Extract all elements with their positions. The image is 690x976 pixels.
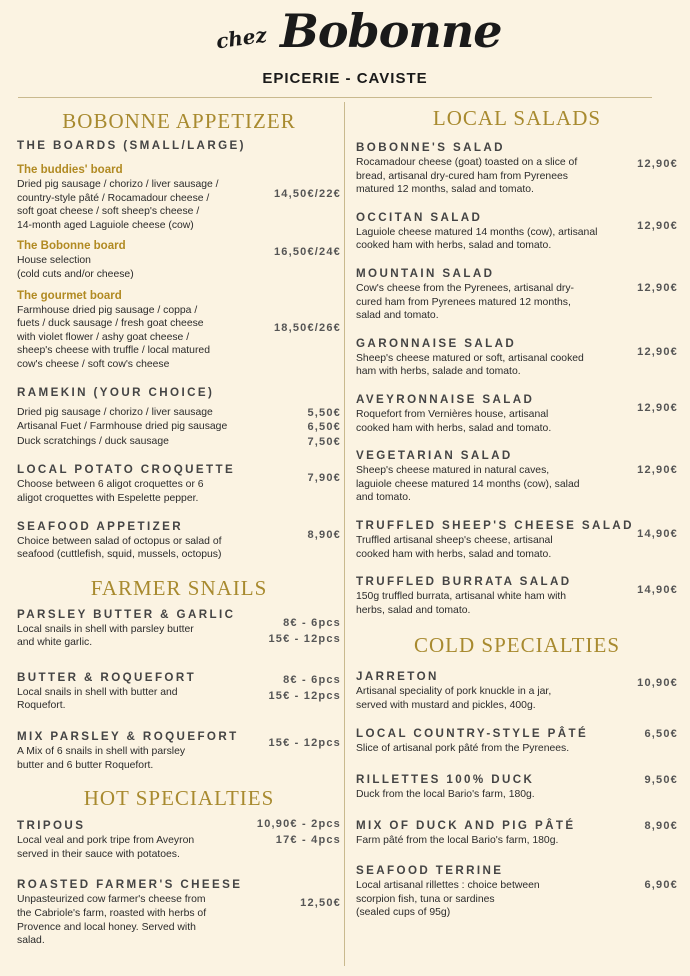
hot-heading: TRIPOUS [17,819,86,833]
salad-price: 12,90€ [637,219,678,232]
salad-price: 14,90€ [637,527,678,540]
seafood-desc: Choice between salad of octopus or salad of seafood (cuttlefish, squid, mussels, octopus) [17,535,222,561]
snail-item [17,607,341,650]
header-divider [18,97,652,98]
salad-price: 14,90€ [637,584,678,597]
salad-heading: BOBONNE'S SALAD [356,141,505,154]
seafood-price: 8,90€ [307,528,341,541]
cold-heading: RILLETTES 100% DUCK [356,773,535,787]
right-column [356,104,678,920]
ramekin-list [17,406,341,450]
hot-item [17,818,341,861]
salad-desc: Rocamadour cheese (goat) toasted on a slice of bread, artisanal dry-cured ham from Pyrenees matured 12 months, salad and tomato. [356,157,578,196]
logo-subtitle: EPICERIE - CAVISTE [262,70,428,87]
croquette-heading: LOCAL POTATO CROQUETTE [17,463,236,477]
salad-item [356,266,678,323]
column-divider [344,102,345,966]
section-title-hot: HOT SPECIALTIES [83,786,275,811]
hot-desc: Local veal and pork tripe from Aveyron served in their sauce with potatoes. [17,835,195,860]
ramekin-row: Dried pig sausage / chorizo / liver sausage 5,50€ [17,406,341,419]
salad-desc: Roquefort from Vernières house, artisanal cooked ham with herbs, salad and tomato. [356,408,552,434]
cold-desc: Artisanal speciality of pork knuckle in a jar, served with mustard and pickles, 400g. [356,686,552,711]
hot-heading: ROASTED FARMER'S CHEESE [17,878,243,892]
salad-price: 12,90€ [637,464,678,477]
section-title-appetizer: BOBONNE APPETIZER [62,109,296,133]
cold-desc: Duck from the local Bario's farm, 180g. [356,789,535,801]
cold-heading: SEAFOOD TERRINE [356,864,504,878]
board-item [17,238,341,281]
cold-desc: Slice of artisanal pork pâté from the Pyrenees. [356,743,570,755]
cold-item [356,726,678,756]
salad-item [356,518,678,561]
cold-price: 8,90€ [644,819,678,832]
salad-heading: TRUFFLED SHEEP'S CHEESE SALAD [356,518,634,532]
section-title-cold: COLD SPECIALTIES [414,633,620,658]
salad-price: 12,90€ [637,158,678,170]
snail-desc: A Mix of 6 snails in shell with parsley butter and 6 butter Roquefort. [17,746,186,771]
salad-item [356,574,678,617]
snail-desc: Local snails in shell with parsley butter and white garlic. [17,623,194,649]
board-price: 14,50€/22€ [273,188,341,200]
cold-price: 9,50€ [644,774,678,787]
board-name: The buddies' board [17,164,123,176]
logo-name: Bobonne [280,4,502,58]
salad-desc: Truffled artisanal sheep's cheese, artisanal cooked ham with herbs, salad and tomato. [356,534,553,560]
cold-item [356,772,678,802]
board-desc: Farmhouse dried pig sausage / coppa / fuets / duck sausage / fresh goat cheese with violet flower / ashy goat cheese / sheep's cheese with truffle / local matured cow's cheese / soft cow's cheese [17,304,210,370]
board-item [17,162,341,232]
croquette-desc: Choose between 6 aligot croquettes or 6 aligot croquettes with Espelette pepper. [17,479,204,504]
salad-desc: Sheep's cheese matured in natural caves, laguiole cheese matured 14 months (cow), salad and tomato. [356,465,580,504]
boards-heading: THE BOARDS (SMALL/LARGE) [17,139,246,152]
cold-price: 10,90€ [637,677,678,690]
snail-heading: MIX PARSLEY & ROQUEFORT [17,730,239,744]
salad-item [356,448,678,505]
section-title-snails: FARMER SNAILS [90,575,268,600]
salad-heading: TRUFFLED BURRATA SALAD [356,575,572,589]
snail-item [17,670,341,713]
cold-item [356,863,678,920]
salad-desc: Laguiole cheese matured 14 months (cow), artisanal cooked ham with herbs, salad and tomato. [356,226,598,252]
board-price: 18,50€/26€ [273,321,341,334]
snail-item [17,729,341,772]
salad-heading: OCCITAN SALAD [356,210,483,224]
snail-heading: BUTTER & ROQUEFORT [17,670,197,684]
salad-price: 12,90€ [637,345,678,358]
hot-item [17,877,341,947]
board-price: 16,50€/24€ [273,246,341,259]
ramekin-row: Artisanal Fuet / Farmhouse dried pig sausage 6,50€ [17,421,341,434]
snail-prices: 8€ - 6pcs 15€ - 12pcs [268,673,341,702]
salad-item [356,210,678,253]
ramekin-row: Duck scratchings / duck sausage 7,50€ [17,435,341,448]
salad-heading: MOUNTAIN SALAD [356,266,495,280]
salad-item [356,336,678,379]
croquette-price: 7,90€ [307,472,341,485]
snail-desc: Local snails in shell with butter and Roquefort. [17,686,178,712]
snail-prices: 8€ - 6pcs 15€ - 12pcs [268,616,341,645]
salad-item [356,140,678,197]
cold-heading: LOCAL COUNTRY-STYLE PÂTÉ [356,727,589,741]
salad-heading: AVEYRONNAISE SALAD [356,392,535,406]
seafood-heading: SEAFOOD APPETIZER [17,519,183,533]
board-name: The gourmet board [17,289,122,302]
salad-heading: GARONNAISE SALAD [356,336,517,350]
left-column [17,107,341,948]
ramekin-heading: RAMEKIN (YOUR CHOICE) [17,385,215,399]
logo-prefix: chez [214,22,269,54]
cold-heading: JARRETON [356,670,439,684]
cold-item [356,669,678,712]
salad-desc: Cow's cheese from the Pyrenees, artisanal dry- cured ham from Pyrenees matured 12 months, salad and tomato. [356,282,574,322]
salad-item [356,392,678,435]
board-desc: House selection (cold cuts and/or cheese) [17,255,134,280]
seafood-item [17,519,341,562]
cold-heading: MIX OF DUCK AND PIG PÂTÉ [356,818,576,832]
hot-prices: 12,50€ [300,897,341,910]
salad-heading: VEGETARIAN SALAD [356,449,513,463]
board-desc: Dried pig sausage / chorizo / liver sausage / country-style pâté / Rocamadour cheese / soft goat cheese / soft sheep's cheese / 14-month aged Laguiole cheese (cow) [17,179,219,231]
croquette-item [17,462,341,505]
cold-desc: Farm pâté from the local Bario's farm, 180g. [356,834,559,846]
board-item [17,288,341,372]
board-name: The Bobonne board [17,240,126,253]
cold-item [356,818,678,848]
snail-heading: PARSLEY BUTTER & GARLIC [17,607,236,621]
salad-desc: 150g truffled burrata, artisanal white ham with herbs, salad and tomato. [356,591,567,616]
salad-price: 12,90€ [637,401,678,414]
cold-price: 6,50€ [644,728,678,741]
snail-prices: 15€ - 12pcs [268,737,341,750]
cold-price: 6,90€ [644,879,678,892]
hot-desc: Unpasteurized cow farmer's cheese from the Cabriole's farm, roasted with herbs of Provence and local honey. Served with salad. [17,894,207,947]
logo [0,4,690,92]
section-title-salads: LOCAL SALADS [432,106,602,130]
salad-price: 12,90€ [637,281,678,294]
hot-prices: 10,90€ - 2pcs 17€ - 4pcs [256,818,341,847]
cold-desc: Local artisanal rillettes : choice between scorpion fish, tuna or sardines (sealed cups of 95g) [356,880,540,919]
salad-desc: Sheep's cheese matured or soft, artisanal cooked ham with herbs, salade and tomato. [356,352,584,378]
